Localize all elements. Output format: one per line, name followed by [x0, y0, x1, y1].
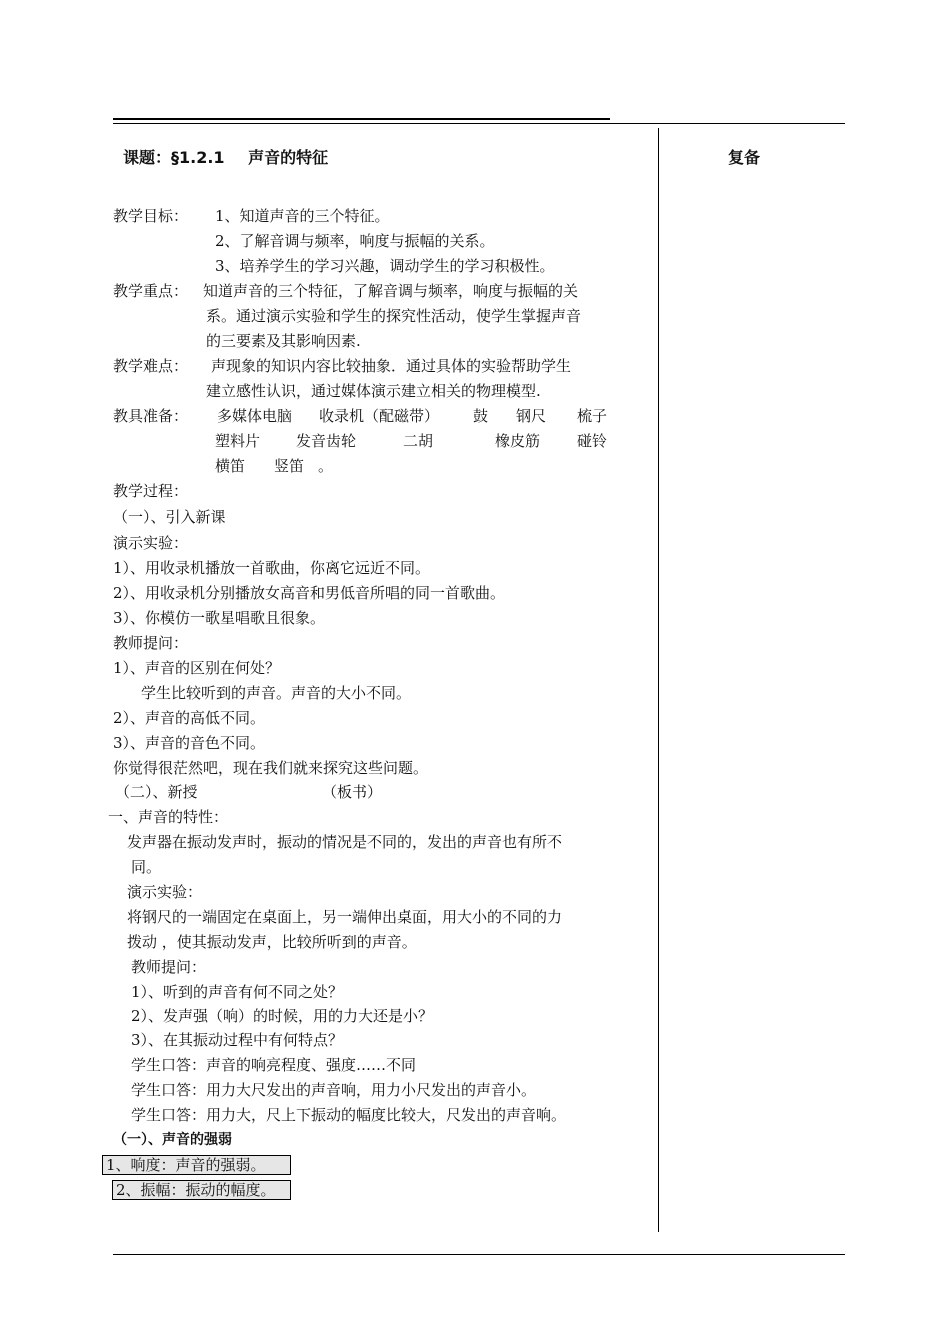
top-rule-full: [113, 123, 845, 124]
difficulties-line: 声现象的知识内容比较抽象．通过具体的实验帮助学生: [211, 357, 572, 375]
question-item: 2）、声音的高低不同。: [113, 709, 266, 727]
difficulties-label: 教学难点：: [113, 357, 189, 375]
equipment-item: 多媒体电脑: [217, 407, 293, 425]
equipment-item: 。: [318, 457, 334, 475]
student-answer: 学生口答：用力大，尺上下振动的幅度比较大，尺发出的声音响。: [131, 1106, 567, 1124]
definition-loudness: 1、响度：声音的强弱。: [102, 1155, 291, 1175]
equipment-item: 橡皮筋: [495, 432, 541, 450]
intro-heading: （一）、引入新课: [113, 508, 226, 526]
teacher-question-label: 教师提问：: [131, 958, 207, 976]
key-points-line: 知道声音的三个特征，了解音调与频率，响度与振幅的关: [203, 282, 579, 300]
objectives-label: 教学目标：: [113, 207, 189, 225]
student-answer: 学生比较听到的声音。声音的大小不同。: [141, 684, 412, 702]
column-divider: [658, 128, 659, 1232]
key-points-line: 的三要素及其影响因素.: [206, 332, 361, 350]
question-item: 1）、声音的区别在何处？: [113, 659, 281, 677]
closing-text: 你觉得很茫然吧，现在我们就来探究这些问题。: [113, 759, 429, 777]
demo-label: 演示实验：: [127, 883, 203, 901]
question-item: 2）、发声强（响）的时候，用的力大还是小？: [131, 1007, 434, 1025]
board-note: （板书）: [322, 783, 383, 801]
title-topic: 声音的特征: [248, 148, 329, 167]
lesson-title: [123, 148, 328, 168]
objective-item: 3、培养学生的学习兴趣，调动学生的学习积极性。: [215, 257, 555, 275]
title-prefix: 课题：§1.2.1: [123, 148, 225, 167]
equipment-label: 教具准备：: [113, 407, 189, 425]
equipment-item: 碰铃: [577, 432, 608, 450]
difficulties-line: 建立感性认识，通过媒体演示建立相关的物理模型.: [206, 382, 541, 400]
new-lesson-heading: （二）、新授: [115, 783, 198, 801]
objective-item: 2、了解音调与频率，响度与振幅的关系。: [215, 232, 495, 250]
equipment-item: 梳子: [577, 407, 608, 425]
subheading: （一）、声音的强弱: [113, 1132, 232, 1148]
key-points-label: 教学重点：: [113, 282, 189, 300]
key-points-line: 系。通过演示实验和学生的探究性活动，使学生掌握声音: [206, 307, 582, 325]
side-column-title: 复备: [728, 148, 761, 167]
definition-amplitude: 2、振幅：振动的幅度。: [112, 1180, 291, 1200]
demo-paragraph: 将钢尺的一端固定在桌面上，另一端伸出桌面，用大小的不同的力: [127, 908, 563, 926]
demo-paragraph: 拨动 ，使其振动发声，比较所听到的声音。: [127, 933, 417, 951]
question-item: 1）、听到的声音有何不同之处？: [131, 983, 344, 1001]
demo-item: 3）、你模仿一歌星唱歌且很象。: [113, 609, 326, 627]
equipment-item: 鼓: [473, 407, 489, 425]
equipment-item: 竖笛: [274, 457, 305, 475]
demo-label: 演示实验：: [113, 534, 189, 552]
objective-item: 1、知道声音的三个特征。: [215, 207, 390, 225]
equipment-item: 发音齿轮: [296, 432, 357, 450]
demo-item: 1）、用收录机播放一首歌曲，你离它远近不同。: [113, 559, 431, 577]
section-paragraph: 同。: [131, 858, 162, 876]
section-heading: 一、声音的特性：: [108, 808, 229, 826]
process-label: 教学过程：: [113, 482, 189, 500]
section-paragraph: 发声器在振动发声时，振动的情况是不同的，发出的声音也有所不: [127, 833, 563, 851]
equipment-item: 收录机（配磁带）: [319, 407, 440, 425]
equipment-item: 横笛: [215, 457, 246, 475]
equipment-item: 塑料片: [215, 432, 261, 450]
equipment-item: 钢尺: [516, 407, 547, 425]
demo-item: 2）、用收录机分别播放女高音和男低音所唱的同一首歌曲。: [113, 584, 506, 602]
question-item: 3）、声音的音色不同。: [113, 734, 266, 752]
student-answer: 学生口答：声音的响亮程度、强度……不同: [131, 1056, 417, 1074]
question-item: 3）、在其振动过程中有何特点？: [131, 1031, 344, 1049]
equipment-item: 二胡: [403, 432, 434, 450]
teacher-question-label: 教师提问：: [113, 634, 189, 652]
bottom-rule: [113, 1254, 845, 1255]
student-answer: 学生口答：用力大尺发出的声音响，用力小尺发出的声音小。: [131, 1081, 537, 1099]
top-rule-thick: [113, 118, 610, 120]
